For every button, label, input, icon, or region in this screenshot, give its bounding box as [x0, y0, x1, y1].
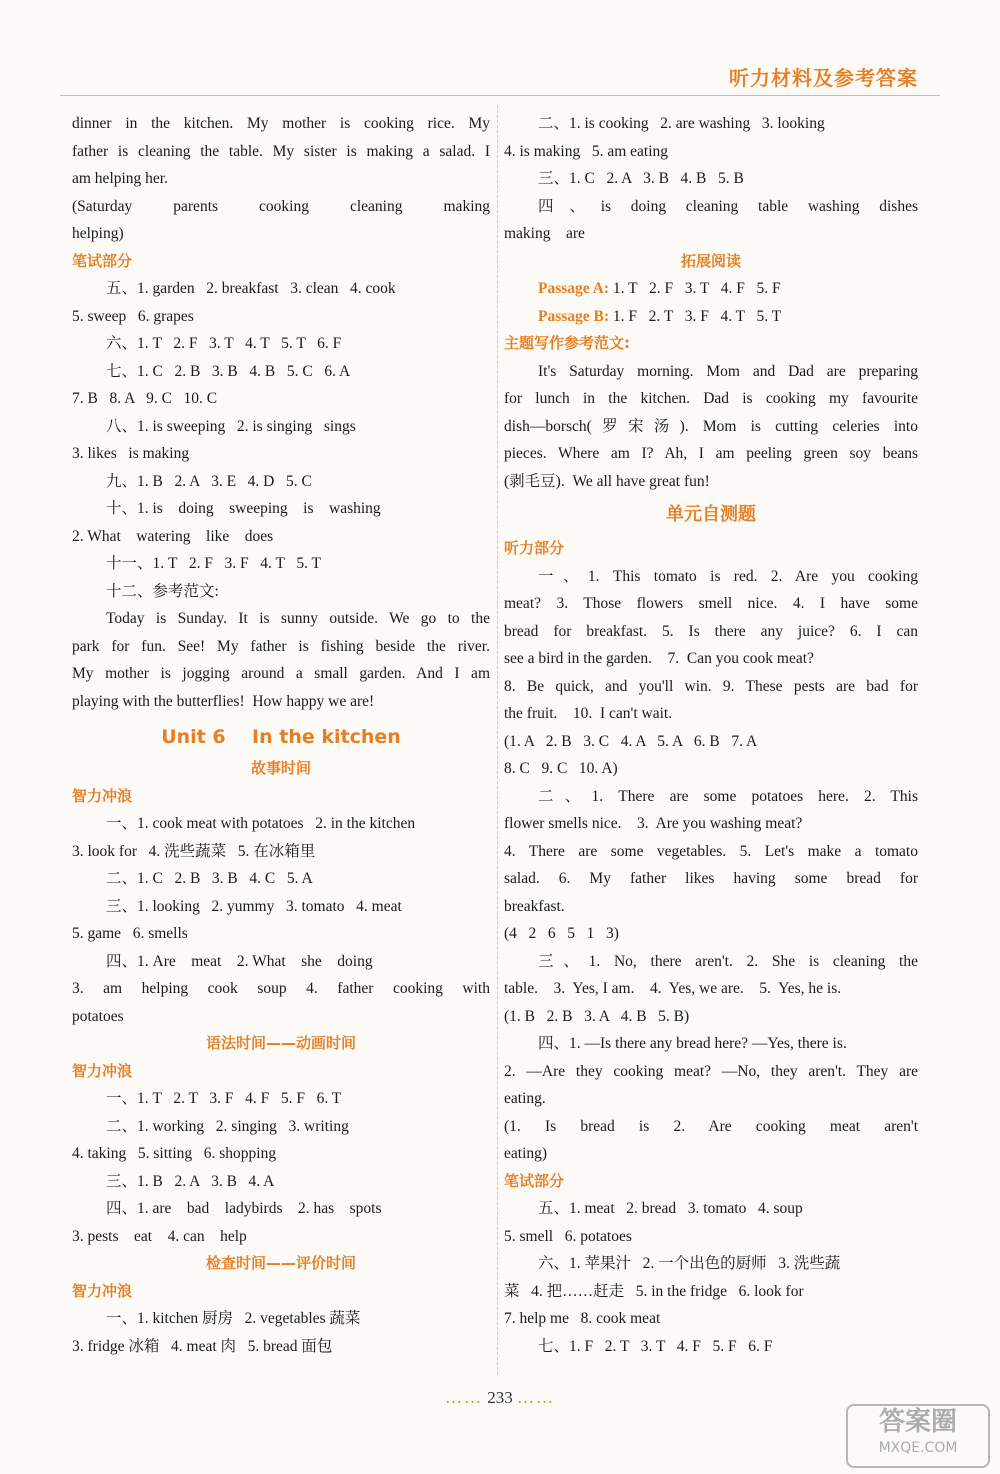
text-line: dish—borsch(罗宋汤). Mom is cutting celeries into — [504, 417, 918, 435]
text-line: pieces. Where am I? Ah, I am peeling green soy beans — [504, 445, 918, 462]
text-line: 3. am helping cook soup 4. father cooking with — [72, 980, 490, 997]
text-line: (1. B 2. B 3. A 4. B 5. B) — [504, 1007, 690, 1025]
text-line: 十、1. is doing sweeping is washing — [106, 500, 381, 517]
section-heading: 智力冲浪 — [72, 1061, 133, 1080]
watermark-url: MXQE.COM — [878, 1440, 958, 1456]
text-line: Passage B: 1. F 2. T 3. F 4. T 5. T — [538, 307, 782, 325]
text-line: see a bird in the garden. 7. Can you cook meat? — [504, 650, 814, 667]
header-rule — [60, 95, 940, 96]
text-line: 4. There are some vegetables. 5. Let's make a tomato — [504, 842, 918, 860]
text-line: potatoes — [72, 1007, 124, 1025]
text-line: My mother is jogging around a small garden. And I am — [72, 665, 490, 682]
text-line: breakfast. — [504, 897, 565, 915]
text-line: 5. game 6. smells — [72, 925, 188, 942]
section-heading: 主题写作参考范文: — [504, 334, 630, 352]
text-line: 二、1. C 2. B 3. B 4. C 5. A — [106, 870, 313, 887]
watermark-logo — [846, 1404, 990, 1468]
subsection-heading: 语法时间——动画时间 — [205, 1034, 356, 1052]
text-line: table. 3. Yes, I am. 4. Yes, we are. 5. Yes, he is. — [504, 980, 842, 997]
text-line: park for fun. See! My father is fishing beside the river. — [72, 637, 490, 655]
section-heading: 笔试部分 — [72, 251, 133, 270]
watermark-title: 答案圈 — [878, 1407, 957, 1437]
text-line: 8. C 9. C 10. A) — [504, 760, 618, 777]
text-line: 四、1. Are meat 2. What she doing — [106, 952, 373, 970]
text-line: making are — [504, 225, 585, 242]
text-line: playing with the butterflies! How happy we are! — [72, 692, 375, 710]
text-line: 一、1. cook meat with potatoes 2. in the kitchen — [106, 815, 416, 832]
text-line: 7. B 8. A 9. C 10. C — [72, 390, 218, 407]
text-line: 七、1. C 2. B 3. B 4. B 5. C 6. A — [106, 362, 351, 380]
text-line: 七、1. F 2. T 3. T 4. F 5. F 6. F — [538, 1337, 773, 1355]
text-line: 二、1. is cooking 2. are washing 3. looking — [538, 115, 825, 132]
text-line: 十一、1. T 2. F 3. F 4. T 5. T — [106, 555, 322, 572]
passage-label: Passage A: — [538, 280, 610, 297]
section-heading: 智力冲浪 — [72, 786, 133, 805]
text-line: 一、1. T 2. T 3. F 4. F 5. F 6. T — [106, 1090, 342, 1107]
text-line: 3. fridge 冰箱 4. meat 肉 5. bread 面包 — [72, 1337, 333, 1355]
passage-label: Passage B: — [538, 307, 610, 325]
text-line: 四、1. are bad ladybirds 2. has spots — [106, 1200, 382, 1217]
text-line: 五、1. meat 2. bread 3. tomato 4. soup — [538, 1200, 803, 1217]
text-line: eating) — [504, 1145, 548, 1162]
text-line: 3. pests eat 4. can help — [72, 1227, 247, 1245]
text-line: the fruit. 10. I can't wait. — [504, 705, 673, 722]
text-line: eating. — [504, 1090, 546, 1107]
text-line: for lunch in the kitchen. Dad is cooking my favourite — [504, 390, 918, 407]
right-column — [504, 110, 918, 1360]
text-line: 六、1. 苹果汁 2. 一个出色的厨师 3. 洗些蔬 — [538, 1255, 841, 1272]
text-line: 六、1. T 2. F 3. T 4. T 5. T 6. F — [106, 335, 342, 352]
text-line: 五、1. garden 2. breakfast 3. clean 4. cook — [106, 280, 396, 297]
section-heading: 笔试部分 — [504, 1171, 565, 1190]
text-line: am helping her. — [72, 170, 168, 187]
unit-title: Unit 6 In the kitchen — [161, 726, 401, 748]
section-heading: 智力冲浪 — [72, 1281, 133, 1300]
text-line: 4. is making 5. am eating — [504, 142, 669, 160]
text-line: (1. A 2. B 3. C 4. A 5. A 6. B 7. A — [504, 732, 758, 750]
text-line: 三、1. No, there aren't. 2. She is cleaning the — [538, 952, 918, 970]
column-divider — [497, 105, 498, 1375]
text-line: 三、1. looking 2. yummy 3. tomato 4. meat — [106, 897, 402, 915]
left-column — [72, 110, 490, 1360]
subsection-heading: 故事时间 — [250, 759, 311, 777]
text-line: 2. What watering like does — [72, 527, 274, 545]
text-line: 二、1. working 2. singing 3. writing — [106, 1117, 349, 1135]
text-line: 十二、参考范文: — [106, 582, 219, 600]
text-line: 八、1. is sweeping 2. is singing sings — [106, 417, 356, 435]
text-line: (4 2 6 5 1 3) — [504, 925, 619, 942]
page-header-title: 听力材料及参考答案 — [729, 66, 918, 90]
text-line: (剥毛豆). We all have great fun! — [504, 472, 710, 490]
text-line: 8. Be quick, and you'll win. 9. These pests are bad for — [504, 677, 918, 695]
text-line: meat? 3. Those flowers smell nice. 4. I have some — [504, 595, 918, 612]
text-line: 九、1. B 2. A 3. E 4. D 5. C — [106, 472, 312, 490]
page-number: 233 — [487, 1388, 513, 1407]
text-line: It's Saturday morning. Mom and Dad are preparing — [538, 362, 918, 380]
text-line: 5. sweep 6. grapes — [72, 307, 194, 325]
subsection-heading: 拓展阅读 — [680, 251, 741, 270]
text-line: 7. help me 8. cook meat — [504, 1310, 661, 1327]
text-line: 四、1. —Is there any bread here? —Yes, there is. — [538, 1035, 847, 1052]
text-line: 三、1. B 2. A 3. B 4. A — [106, 1172, 275, 1190]
text-line: 四、is doing cleaning table washing dishes — [538, 197, 918, 215]
text-line: (Saturday parents cooking cleaning making — [72, 197, 490, 215]
text-line: salad. 6. My father likes having some bread for — [504, 870, 918, 887]
text-line: 菜 4. 把……赶走 5. in the fridge 6. look for — [504, 1282, 804, 1300]
text-line: (1. Is bread is 2. Are cooking meat aren't — [504, 1117, 918, 1135]
section-heading: 听力部分 — [504, 539, 565, 557]
text-line: Passage A: 1. T 2. F 3. T 4. F 5. F — [538, 280, 781, 297]
text-line: 5. smell 6. potatoes — [504, 1227, 632, 1245]
subsection-heading: 检查时间——评价时间 — [205, 1254, 356, 1272]
text-line: flower smells nice. 3. Are you washing meat? — [504, 815, 803, 832]
text-line: Today is Sunday. It is sunny outside. We go to the — [106, 610, 490, 627]
text-line: father is cleaning the table. My sister is making a salad. I — [72, 142, 490, 160]
text-line: dinner in the kitchen. My mother is cooking rice. My — [72, 115, 490, 132]
text-line: 一、1. kitchen 厨房 2. vegetables 蔬菜 — [106, 1310, 361, 1327]
unit-test-title: 单元自测题 — [666, 504, 756, 525]
text-line: 三、1. C 2. A 3. B 4. B 5. B — [538, 170, 744, 187]
text-line: 4. taking 5. sitting 6. shopping — [72, 1145, 277, 1162]
text-line: 二、1. There are some potatoes here. 2. This — [538, 787, 918, 805]
text-line: helping) — [72, 225, 124, 242]
text-line: 一、1. This tomato is red. 2. Are you cooking — [538, 567, 918, 585]
footer-dots-left: …… — [445, 1388, 483, 1407]
text-line: bread for breakfast. 5. Is there any juice? 6. I can — [504, 622, 918, 640]
text-line: 3. likes is making — [72, 445, 190, 462]
text-line: 2. —Are they cooking meat? —No, they aren't. They are — [504, 1062, 918, 1080]
text-line: 3. look for 4. 洗些蔬菜 5. 在冰箱里 — [72, 842, 316, 860]
footer-dots-right: …… — [517, 1388, 555, 1407]
